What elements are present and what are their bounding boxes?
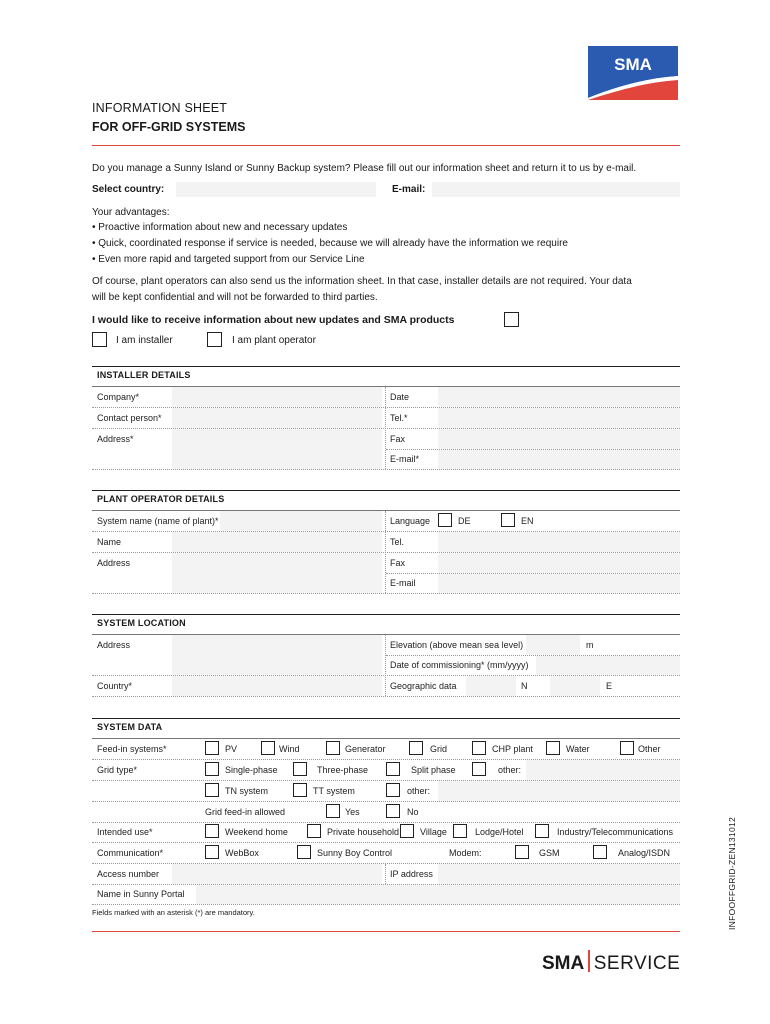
address-label: Address* <box>97 434 134 444</box>
feedin-label: Feed-in systems* <box>97 744 167 754</box>
industry-label: Industry/Telecommunications <box>557 827 674 837</box>
access-number-field[interactable] <box>172 864 382 884</box>
wind-label: Wind <box>279 744 300 754</box>
pv-checkbox[interactable] <box>205 741 219 755</box>
village-label: Village <box>420 827 447 837</box>
fax-field[interactable] <box>438 429 680 449</box>
gridfeed-yes-label: Yes <box>345 807 360 817</box>
comm-label: Communication* <box>97 848 164 858</box>
installer-label: I am installer <box>116 335 173 346</box>
commissioning-label: Date of commissioning* (mm/yyyy) <box>390 660 529 670</box>
country-select[interactable] <box>176 182 376 197</box>
geo-e-label: E <box>606 681 613 691</box>
contact-field[interactable] <box>172 408 382 428</box>
operators-note: will be kept confidential and will not be forwarded to third parties. <box>92 292 378 303</box>
fax-label: Fax <box>390 434 406 444</box>
email-installer-label: E-mail* <box>390 454 420 464</box>
chp-checkbox[interactable] <box>472 741 486 755</box>
elevation-field[interactable] <box>526 635 580 655</box>
gridfeed-no-label: No <box>407 807 419 817</box>
contact-label: Contact person* <box>97 413 162 423</box>
gridfeed-no-checkbox[interactable] <box>386 804 400 818</box>
grid-label: Grid <box>430 744 448 754</box>
ip-field[interactable] <box>438 864 680 884</box>
sbc-label: Sunny Boy Control <box>317 848 393 858</box>
svg-text:SMA: SMA <box>614 55 652 74</box>
water-label: Water <box>566 744 590 754</box>
tn-checkbox[interactable] <box>205 783 219 797</box>
company-field[interactable] <box>172 387 382 407</box>
pv-label: PV <box>225 744 238 754</box>
sbc-checkbox[interactable] <box>297 845 311 859</box>
email-label: E-mail: <box>392 184 426 195</box>
elevation-label: Elevation (above mean sea level) <box>390 640 524 650</box>
generator-checkbox[interactable] <box>326 741 340 755</box>
plant-fax-field[interactable] <box>438 553 680 573</box>
column-divider <box>385 511 386 593</box>
private-checkbox[interactable] <box>307 824 321 838</box>
operator-label: I am plant operator <box>232 335 316 346</box>
analog-checkbox[interactable] <box>593 845 607 859</box>
footer-bar <box>588 950 590 972</box>
tel-field[interactable] <box>438 408 680 428</box>
country-field[interactable] <box>172 676 382 696</box>
title-line-2: FOR OFF-GRID SYSTEMS <box>92 120 246 134</box>
country-label: Country* <box>97 681 133 691</box>
language-label: Language <box>390 516 431 526</box>
location-address-label: Address <box>97 640 131 650</box>
chp-label: CHP plant <box>492 744 533 754</box>
weekend-label: Weekend home <box>225 827 288 837</box>
other-feedin-label: Other <box>638 744 661 754</box>
other-system-checkbox[interactable] <box>386 783 400 797</box>
footer-divider <box>92 931 680 932</box>
updates-checkbox[interactable] <box>504 312 519 327</box>
analog-label: Analog/ISDN <box>618 848 671 858</box>
gridtype-label: Grid type* <box>97 765 138 775</box>
plant-fax-label: Fax <box>390 558 406 568</box>
commissioning-field[interactable] <box>536 656 680 675</box>
footer-service: SERVICE <box>593 953 681 974</box>
date-label: Date <box>390 392 410 402</box>
advantage-item: • Proactive information about new and necessary updates <box>92 222 348 233</box>
row-divider <box>92 842 680 843</box>
updates-label: I would like to receive information about new updates and SMA products <box>92 314 455 326</box>
tt-label: TT system <box>313 786 355 796</box>
advantage-item: • Even more rapid and targeted support from our Service Line <box>92 254 365 265</box>
other-grid-label: other: <box>498 765 522 775</box>
private-label: Private household <box>327 827 400 837</box>
lodge-checkbox[interactable] <box>453 824 467 838</box>
column-divider <box>385 387 386 469</box>
select-country-label: Select country: <box>92 184 165 195</box>
tt-checkbox[interactable] <box>293 783 307 797</box>
geo-n-label: N <box>521 681 528 691</box>
row-divider <box>92 593 680 594</box>
weekend-checkbox[interactable] <box>205 824 219 838</box>
ip-label: IP address <box>390 869 433 879</box>
tn-label: TN system <box>225 786 269 796</box>
three-phase-label: Three-phase <box>317 765 369 775</box>
operators-note: Of course, plant operators can also send us the information sheet. In that case, installer details are not required. Your data <box>92 276 632 287</box>
access-label: Access number <box>97 869 160 879</box>
tel-label: Tel.* <box>390 413 408 423</box>
date-field[interactable] <box>438 387 680 407</box>
lang-de-checkbox[interactable] <box>438 513 452 527</box>
row-divider <box>92 801 680 802</box>
plant-section-heading: PLANT OPERATOR DETAILS <box>92 491 680 507</box>
name-label: Name <box>97 537 122 547</box>
row-divider <box>92 904 680 905</box>
name-field[interactable] <box>172 532 382 552</box>
single-phase-label: Single-phase <box>225 765 278 775</box>
portal-label: Name in Sunny Portal <box>97 889 185 899</box>
split-phase-checkbox[interactable] <box>386 762 400 776</box>
row-divider <box>92 510 680 511</box>
operator-checkbox[interactable] <box>207 332 222 347</box>
installer-checkbox[interactable] <box>92 332 107 347</box>
mandatory-note: Fields marked with an asterisk (*) are mandatory. <box>92 908 255 917</box>
village-checkbox[interactable] <box>400 824 414 838</box>
address-field[interactable] <box>172 429 382 469</box>
geo-e-field[interactable] <box>550 676 600 696</box>
other-grid-field[interactable] <box>526 760 680 780</box>
generator-label: Generator <box>345 744 386 754</box>
webbox-label: WebBox <box>225 848 259 858</box>
system-name-field[interactable] <box>220 511 382 531</box>
plant-email-field[interactable] <box>438 574 680 593</box>
other-feedin-checkbox[interactable] <box>620 741 634 755</box>
header-divider <box>92 145 680 146</box>
system-name-label: System name (name of plant)* <box>97 516 219 526</box>
water-checkbox[interactable] <box>546 741 560 755</box>
title-line-1: INFORMATION SHEET <box>92 101 228 115</box>
modem-label: Modem: <box>449 848 482 858</box>
gsm-checkbox[interactable] <box>515 845 529 859</box>
lang-en-label: EN <box>521 516 534 526</box>
geo-label: Geographic data <box>390 681 457 691</box>
portal-field[interactable] <box>196 885 680 904</box>
gridfeed-label: Grid feed-in allowed <box>205 807 286 817</box>
three-phase-checkbox[interactable] <box>293 762 307 776</box>
email-installer-field[interactable] <box>438 450 680 469</box>
intro-text: Do you manage a Sunny Island or Sunny Backup system? Please fill out our information sheet and return it to us by e-mail. <box>92 163 637 174</box>
gsm-label: GSM <box>539 848 560 858</box>
row-divider <box>92 696 680 697</box>
email-field[interactable] <box>432 182 680 197</box>
split-phase-label: Split phase <box>411 765 456 775</box>
lang-en-checkbox[interactable] <box>501 513 515 527</box>
system-section-heading: SYSTEM DATA <box>92 719 680 735</box>
footer-brand: SMA <box>542 953 585 974</box>
plant-tel-label: Tel. <box>390 537 405 547</box>
column-divider <box>385 864 386 884</box>
plant-address-label: Address <box>97 558 131 568</box>
column-divider <box>385 635 386 696</box>
installer-section-heading: INSTALLER DETAILS <box>92 367 680 383</box>
elevation-unit: m <box>586 640 594 650</box>
row-divider <box>92 738 680 739</box>
advantages-heading: Your advantages: <box>92 207 170 218</box>
other-system-field[interactable] <box>438 781 680 801</box>
lodge-label: Lodge/Hotel <box>475 827 524 837</box>
plant-address-field[interactable] <box>172 553 382 593</box>
geo-n-field[interactable] <box>466 676 516 696</box>
plant-tel-field[interactable] <box>438 532 680 552</box>
footer-logo <box>542 950 680 975</box>
lang-de-label: DE <box>458 516 471 526</box>
grid-checkbox[interactable] <box>409 741 423 755</box>
other-grid-checkbox[interactable] <box>472 762 486 776</box>
plant-email-label: E-mail <box>390 578 416 588</box>
intended-label: Intended use* <box>97 827 153 837</box>
wind-checkbox[interactable] <box>261 741 275 755</box>
sma-logo <box>588 46 678 100</box>
location-section-heading: SYSTEM LOCATION <box>92 615 680 631</box>
other-system-label: other: <box>407 786 431 796</box>
row-divider <box>92 822 680 823</box>
location-address-field[interactable] <box>172 635 382 675</box>
row-divider <box>92 469 680 470</box>
webbox-checkbox[interactable] <box>205 845 219 859</box>
industry-checkbox[interactable] <box>535 824 549 838</box>
single-phase-checkbox[interactable] <box>205 762 219 776</box>
document-code: INFOOFFGRID-ZEN131012 <box>727 816 737 930</box>
advantage-item: • Quick, coordinated response if service is needed, because we will already have the information we require <box>92 238 568 249</box>
company-label: Company* <box>97 392 140 402</box>
gridfeed-yes-checkbox[interactable] <box>326 804 340 818</box>
